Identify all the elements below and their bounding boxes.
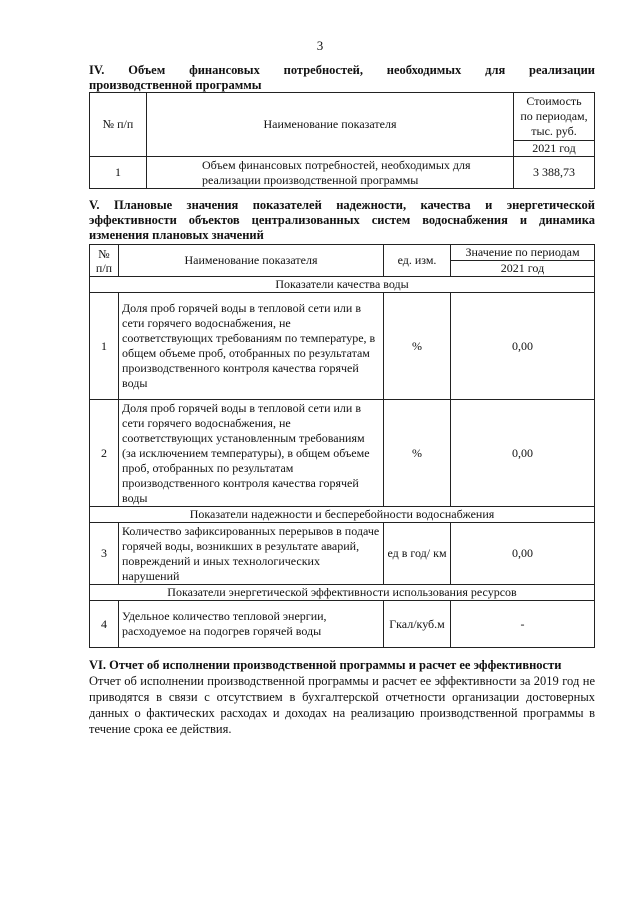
col-name-header: Наименование показателя [147, 93, 514, 157]
col-cost-l2: по периодам, [520, 109, 588, 123]
row-name: Доля проб горячей воды в тепловой сети или в сети горячего водоснабжения, не соответствующих требованиям по температуре, в общем объеме проб, отобранных по результатам производственного контроля качества горячей воды [119, 293, 384, 400]
section6-title: VI. Отчет об исполнении производственной программы и расчет ее эффективности [89, 658, 562, 672]
table-row [90, 157, 595, 189]
col-num-header: № п/п [90, 245, 119, 277]
financial-needs-table [89, 92, 595, 189]
row-num: 4 [90, 601, 119, 648]
col-cost-l1: Стоимость [526, 94, 582, 108]
row-num: 3 [90, 523, 119, 585]
row-value: 0,00 [451, 523, 595, 585]
section6-text: Отчет об исполнении производственной программы и расчет ее эффективности за 2019 год не приводятся в связи с отсутствием в бухгалтерской отчетности организации достоверных данных о фактических расходах и доходах на реализацию производственной программы в течение срока ее действия. [89, 674, 595, 736]
page-number: 3 [316, 38, 324, 53]
row-value: 3 388,73 [514, 157, 595, 189]
col-value-header: Значение по периодам [451, 245, 595, 261]
row-name: Объем финансовых потребностей, необходимых для реализации производственной программы [147, 157, 514, 189]
row-name: Доля проб горячей воды в тепловой сети или в сети горячего водоснабжения, не соответствующих установленным требованиям (за исключением температуры), в общем объеме проб, отобранных по результатам производственного контроля качества горячей воды [119, 400, 384, 507]
group-reliability: Показатели надежности и бесперебойности водоснабжения [90, 507, 595, 523]
section5-title [89, 198, 595, 243]
row-value: - [451, 601, 595, 648]
table-row [90, 601, 595, 648]
section4-title-line2: производственной программы [89, 78, 262, 92]
row-num: 1 [90, 157, 147, 189]
col-name-header: Наименование показателя [119, 245, 384, 277]
row-value: 0,00 [451, 400, 595, 507]
indicators-table [89, 244, 595, 648]
col-year-header: 2021 год [451, 261, 595, 277]
col-unit-header: ед. изм. [384, 245, 451, 277]
section5-title-line2: эффективности объектов централизованных систем водоснабжения и динамика [89, 213, 595, 227]
section4-title-line1: IV. Объем финансовых потребностей, необходимых для реализации [89, 63, 595, 77]
col-num-header: № п/п [90, 93, 147, 157]
col-year-header: 2021 год [514, 141, 595, 157]
row-name: Количество зафиксированных перерывов в подаче горячей воды, возникших в результате аварий, повреждений и иных технологических нарушений [119, 523, 384, 585]
col-cost-l3: тыс. руб. [531, 124, 577, 138]
section4-title [89, 63, 595, 93]
row-unit: % [384, 400, 451, 507]
group-water-quality: Показатели качества воды [90, 277, 595, 293]
row-unit: ед в год/ км [384, 523, 451, 585]
table-row [90, 293, 595, 400]
group-energy-efficiency: Показатели энергетической эффективности использования ресурсов [90, 585, 595, 601]
table-row [90, 523, 595, 585]
section5-title-line1: V. Плановые значения показателей надежности, качества и энергетической [89, 198, 595, 212]
row-unit: Гкал/куб.м [384, 601, 451, 648]
table-row [90, 400, 595, 507]
row-name: Удельное количество тепловой энергии, расходуемое на подогрев горячей воды [119, 601, 384, 648]
col-cost-header [514, 93, 595, 141]
row-unit: % [384, 293, 451, 400]
section5-title-line3: изменения плановых значений [89, 228, 264, 242]
row-num: 2 [90, 400, 119, 507]
row-num: 1 [90, 293, 119, 400]
row-value: 0,00 [451, 293, 595, 400]
